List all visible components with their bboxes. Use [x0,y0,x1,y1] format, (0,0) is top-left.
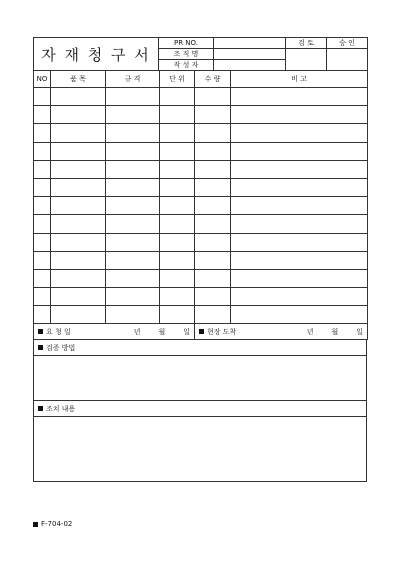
cell-qty[interactable] [195,178,231,196]
cell-no[interactable] [34,88,51,106]
inspection-label: 검증 방법 [34,340,367,356]
form-title: 자 재 청 구 서 [34,38,159,71]
cell-item[interactable] [51,197,106,215]
cell-qty[interactable] [195,142,231,160]
arrival-date-label: 현장 도착 [195,324,266,340]
request-date-value[interactable]: 년 월 일 [106,324,195,340]
cell-remark[interactable] [231,142,368,160]
cell-spec[interactable] [106,88,160,106]
cell-no[interactable] [34,306,51,324]
cell-no[interactable] [34,251,51,269]
table-row [34,160,368,178]
cell-unit[interactable] [160,106,195,124]
cell-spec[interactable] [106,160,160,178]
cell-qty[interactable] [195,306,231,324]
cell-unit[interactable] [160,233,195,251]
table-row [34,88,368,106]
table-row [34,269,368,287]
cell-item[interactable] [51,88,106,106]
cell-spec[interactable] [106,288,160,306]
request-date-label: 요 청 일 [34,324,106,340]
review-label: 검 토 [286,38,327,49]
requisition-form [33,37,367,482]
cell-remark[interactable] [231,124,368,142]
cell-qty[interactable] [195,88,231,106]
cell-spec[interactable] [106,306,160,324]
cell-qty[interactable] [195,160,231,178]
table-row [34,197,368,215]
inspection-table [33,339,367,401]
cell-qty[interactable] [195,233,231,251]
square-bullet-icon [38,329,43,334]
org-value[interactable] [214,49,286,60]
square-bullet-icon [38,345,43,350]
col-unit: 단 위 [160,71,195,88]
cell-item[interactable] [51,142,106,160]
cell-spec[interactable] [106,178,160,196]
cell-remark[interactable] [231,233,368,251]
table-row [34,124,368,142]
dates-table [33,323,368,340]
table-row [34,306,368,324]
cell-qty[interactable] [195,251,231,269]
cell-unit[interactable] [160,160,195,178]
author-value[interactable] [214,60,286,71]
cell-qty[interactable] [195,106,231,124]
cell-remark[interactable] [231,269,368,287]
table-row [34,106,368,124]
col-item: 품 목 [51,71,106,88]
square-bullet-icon [199,329,204,334]
table-row [34,233,368,251]
cell-unit[interactable] [160,142,195,160]
cell-no[interactable] [34,178,51,196]
cell-qty[interactable] [195,215,231,233]
cell-item[interactable] [51,269,106,287]
col-remark: 비 고 [231,71,368,88]
cell-spec[interactable] [106,269,160,287]
cell-item[interactable] [51,106,106,124]
col-qty: 수 량 [195,71,231,88]
cell-item[interactable] [51,178,106,196]
cell-item[interactable] [51,288,106,306]
item-rows [34,88,368,324]
cell-remark[interactable] [231,178,368,196]
approve-sign-box[interactable] [327,49,368,71]
cell-item[interactable] [51,160,106,178]
action-table [33,400,367,482]
cell-unit[interactable] [160,251,195,269]
cell-qty[interactable] [195,288,231,306]
cell-no[interactable] [34,106,51,124]
cell-no[interactable] [34,124,51,142]
arrival-date-value[interactable]: 년 월 일 [266,324,368,340]
cell-unit[interactable] [160,306,195,324]
table-row [34,215,368,233]
cell-unit[interactable] [160,269,195,287]
cell-no[interactable] [34,197,51,215]
cell-no[interactable] [34,269,51,287]
cell-unit[interactable] [160,88,195,106]
cell-qty[interactable] [195,197,231,215]
cell-unit[interactable] [160,288,195,306]
cell-spec[interactable] [106,106,160,124]
cell-remark[interactable] [231,160,368,178]
cell-spec[interactable] [106,233,160,251]
header-table [33,37,368,71]
table-row [34,142,368,160]
cell-qty[interactable] [195,124,231,142]
cell-unit[interactable] [160,124,195,142]
cell-spec[interactable] [106,197,160,215]
approve-label: 승 인 [327,38,368,49]
col-spec: 규 격 [106,71,160,88]
square-bullet-icon [33,522,38,527]
cell-qty[interactable] [195,269,231,287]
cell-item[interactable] [51,233,106,251]
cell-no[interactable] [34,160,51,178]
table-row [34,251,368,269]
cell-unit[interactable] [160,215,195,233]
cell-spec[interactable] [106,215,160,233]
cell-unit[interactable] [160,178,195,196]
pr-no-label: PR NO. [159,38,214,49]
form-code: F-704-02 [33,520,72,528]
table-row [34,288,368,306]
cell-no[interactable] [34,215,51,233]
cell-remark[interactable] [231,215,368,233]
cell-item[interactable] [51,306,106,324]
cell-no[interactable] [34,142,51,160]
cell-spec[interactable] [106,124,160,142]
cell-remark[interactable] [231,288,368,306]
inspection-content[interactable] [34,356,367,401]
action-content[interactable] [34,417,367,482]
cell-item[interactable] [51,124,106,142]
cell-remark[interactable] [231,197,368,215]
cell-remark[interactable] [231,251,368,269]
cell-no[interactable] [34,233,51,251]
cell-unit[interactable] [160,197,195,215]
cell-spec[interactable] [106,142,160,160]
cell-remark[interactable] [231,306,368,324]
pr-no-value[interactable] [214,38,286,49]
cell-item[interactable] [51,215,106,233]
action-label: 조치 내용 [34,401,367,417]
cell-remark[interactable] [231,106,368,124]
review-sign-box[interactable] [286,49,327,71]
square-bullet-icon [38,406,43,411]
col-no: NO [34,71,51,88]
author-label: 작 성 자 [159,60,214,71]
cell-spec[interactable] [106,251,160,269]
table-row [34,178,368,196]
org-label: 조 직 명 [159,49,214,60]
cell-remark[interactable] [231,88,368,106]
item-table [33,70,368,324]
cell-no[interactable] [34,288,51,306]
cell-item[interactable] [51,251,106,269]
